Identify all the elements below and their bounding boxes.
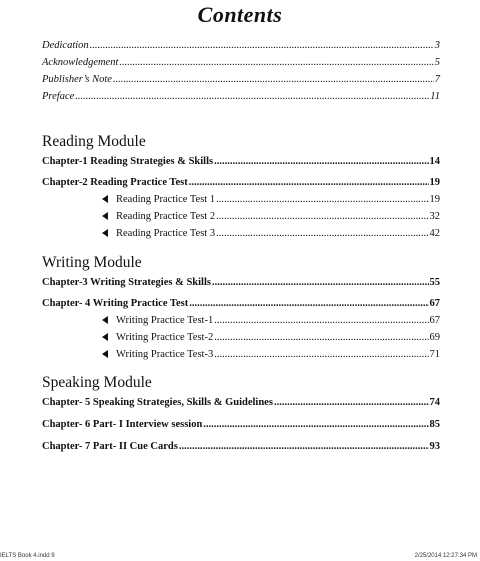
toc-chapter-1 xyxy=(42,153,440,170)
toc-chapter-6 xyxy=(42,416,440,433)
toc-entry-label: Preface xyxy=(42,91,75,102)
toc-entry-label: Chapter-1 Reading Strategies & Skills xyxy=(42,156,214,167)
leader-dots xyxy=(214,153,428,170)
toc-entry-page: 11 xyxy=(430,91,440,102)
toc-subentry: Reading Practice Test 2 ..... 32 xyxy=(42,208,440,225)
toc-entry-page: 67 xyxy=(429,298,440,309)
leader-dots xyxy=(216,208,428,225)
triangle-bullet-icon xyxy=(102,316,108,324)
toc-entry-page: 19 xyxy=(429,177,440,188)
footer-filename: IELTS Book 4.indd 9 xyxy=(0,553,55,559)
reading-module-section xyxy=(42,131,440,242)
leader-dots xyxy=(179,438,429,455)
toc-entry-page: 42 xyxy=(429,228,440,239)
toc-entry-label: Chapter-2 Reading Practice Test xyxy=(42,177,188,188)
toc-entry-page: 93 xyxy=(429,441,440,452)
toc-subentry: Writing Practice Test-3 ..... 71 xyxy=(42,346,440,363)
toc-entry-publishers-note xyxy=(42,71,440,88)
leader-dots xyxy=(119,54,433,71)
triangle-bullet-icon xyxy=(102,212,108,220)
toc-entry-label: Acknowledgement xyxy=(42,57,119,68)
triangle-bullet-icon xyxy=(102,350,108,358)
leader-dots xyxy=(203,416,428,433)
page-title: Contents xyxy=(197,2,283,27)
writing-module-section xyxy=(42,252,440,363)
toc-entry-page: 3 xyxy=(434,40,440,51)
toc-entry-dedication xyxy=(42,37,440,54)
toc-entry-page: 67 xyxy=(429,315,440,326)
triangle-bullet-icon xyxy=(102,333,108,341)
module-heading: Reading Module xyxy=(42,133,146,150)
leader-dots xyxy=(216,191,428,208)
toc-entry-label: Chapter-3 Writing Strategies & Skills xyxy=(42,277,211,288)
toc-entry-label: Publisher’s Note xyxy=(42,74,112,85)
module-heading: Writing Module xyxy=(42,254,142,271)
toc-chapter-7 xyxy=(42,438,440,455)
toc-subentry: Reading Practice Test 1 ..... 19 xyxy=(42,191,440,208)
toc-entry-page: 74 xyxy=(429,397,440,408)
toc-entry-page: 14 xyxy=(429,156,440,167)
toc-chapter-2 xyxy=(42,174,440,191)
toc-chapter-3 xyxy=(42,274,440,291)
leader-dots xyxy=(90,37,434,54)
toc-entry-acknowledgement xyxy=(42,54,440,71)
toc-entry-page: 19 xyxy=(429,194,440,205)
toc-entry-label: Dedication xyxy=(42,40,89,51)
toc-entry-label: Chapter- 7 Part- II Cue Cards xyxy=(42,441,178,452)
toc-entry-page: 85 xyxy=(429,419,440,430)
toc-entry-label: Chapter- 6 Part- I Interview session xyxy=(42,419,203,430)
module-heading: Speaking Module xyxy=(42,374,152,391)
toc-entry-page: 7 xyxy=(434,74,440,85)
speaking-module-section xyxy=(42,372,440,455)
leader-dots xyxy=(189,295,428,312)
leader-dots xyxy=(189,174,429,191)
triangle-bullet-icon xyxy=(102,229,108,237)
leader-dots xyxy=(274,394,429,411)
toc-subentry: Writing Practice Test-1 ..... 67 xyxy=(42,312,440,329)
toc-subentry: Writing Practice Test-2 ..... 69 xyxy=(42,329,440,346)
triangle-bullet-icon xyxy=(102,195,108,203)
toc-entry-page: 69 xyxy=(429,332,440,343)
toc-chapter-4 xyxy=(42,295,440,312)
leader-dots xyxy=(214,346,428,363)
toc-subentry: Reading Practice Test 3 ..... 42 xyxy=(42,225,440,242)
toc-chapter-5 xyxy=(42,394,440,411)
footer-timestamp: 2/25/2014 12:27:34 PM xyxy=(414,553,477,559)
leader-dots xyxy=(214,329,428,346)
leader-dots xyxy=(214,312,428,329)
toc-entry-label: Chapter- 4 Writing Practice Test xyxy=(42,298,189,309)
leader-dots xyxy=(212,274,429,291)
front-matter-list xyxy=(42,37,440,105)
leader-dots xyxy=(113,71,434,88)
toc-entry-page: 71 xyxy=(429,349,440,360)
toc-entry-page: 55 xyxy=(429,277,440,288)
toc-entry-page: 5 xyxy=(434,57,440,68)
leader-dots xyxy=(75,88,429,105)
leader-dots xyxy=(216,225,428,242)
toc-entry-page: 32 xyxy=(429,211,440,222)
toc-entry-preface xyxy=(42,88,440,105)
toc-entry-label: Chapter- 5 Speaking Strategies, Skills & Guidelines xyxy=(42,397,273,408)
